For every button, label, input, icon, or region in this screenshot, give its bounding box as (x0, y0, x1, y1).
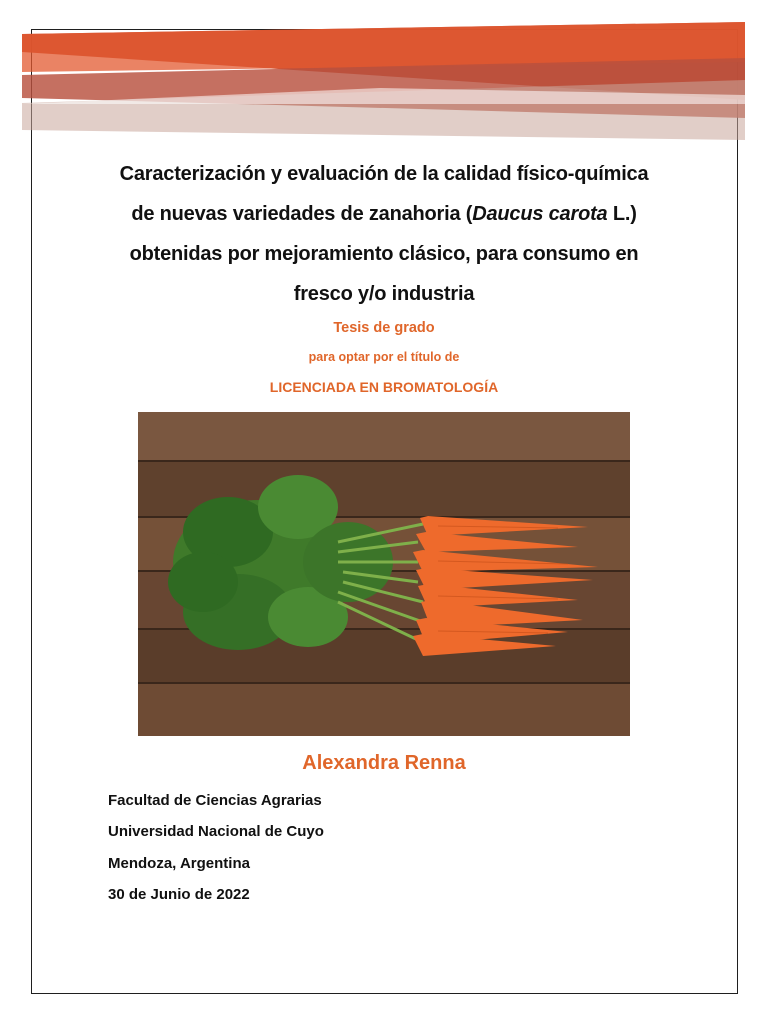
title-line-3: obtenidas por mejoramiento clásico, para consumo en (129, 243, 639, 265)
species-authority: L.) (607, 203, 637, 225)
thesis-title (60, 154, 708, 314)
thesis-type: Tesis de grado (333, 320, 435, 336)
date: 30 de Junio de 2022 (108, 886, 250, 903)
university: Universidad Nacional de Cuyo (108, 823, 324, 840)
degree-title: LICENCIADA EN BROMATOLOGÍA (269, 379, 499, 395)
location: Mendoza, Argentina (108, 855, 250, 872)
title-line-1: Caracterización y evaluación de la calidad físico-química (119, 163, 649, 185)
carrots-photo (138, 412, 630, 736)
title-line-2-prefix: de nuevas variedades de zanahoria ( (131, 203, 473, 225)
degree-intro: para optar por el título de (308, 350, 460, 364)
author-name: Alexandra Renna (302, 752, 466, 774)
faculty: Facultad de Ciencias Agrarias (108, 792, 322, 809)
title-line-4: fresco y/o industria (293, 283, 475, 305)
species-name: Daucus carota (472, 203, 608, 225)
title-line-2 (60, 194, 708, 234)
decorative-banner (0, 0, 768, 150)
